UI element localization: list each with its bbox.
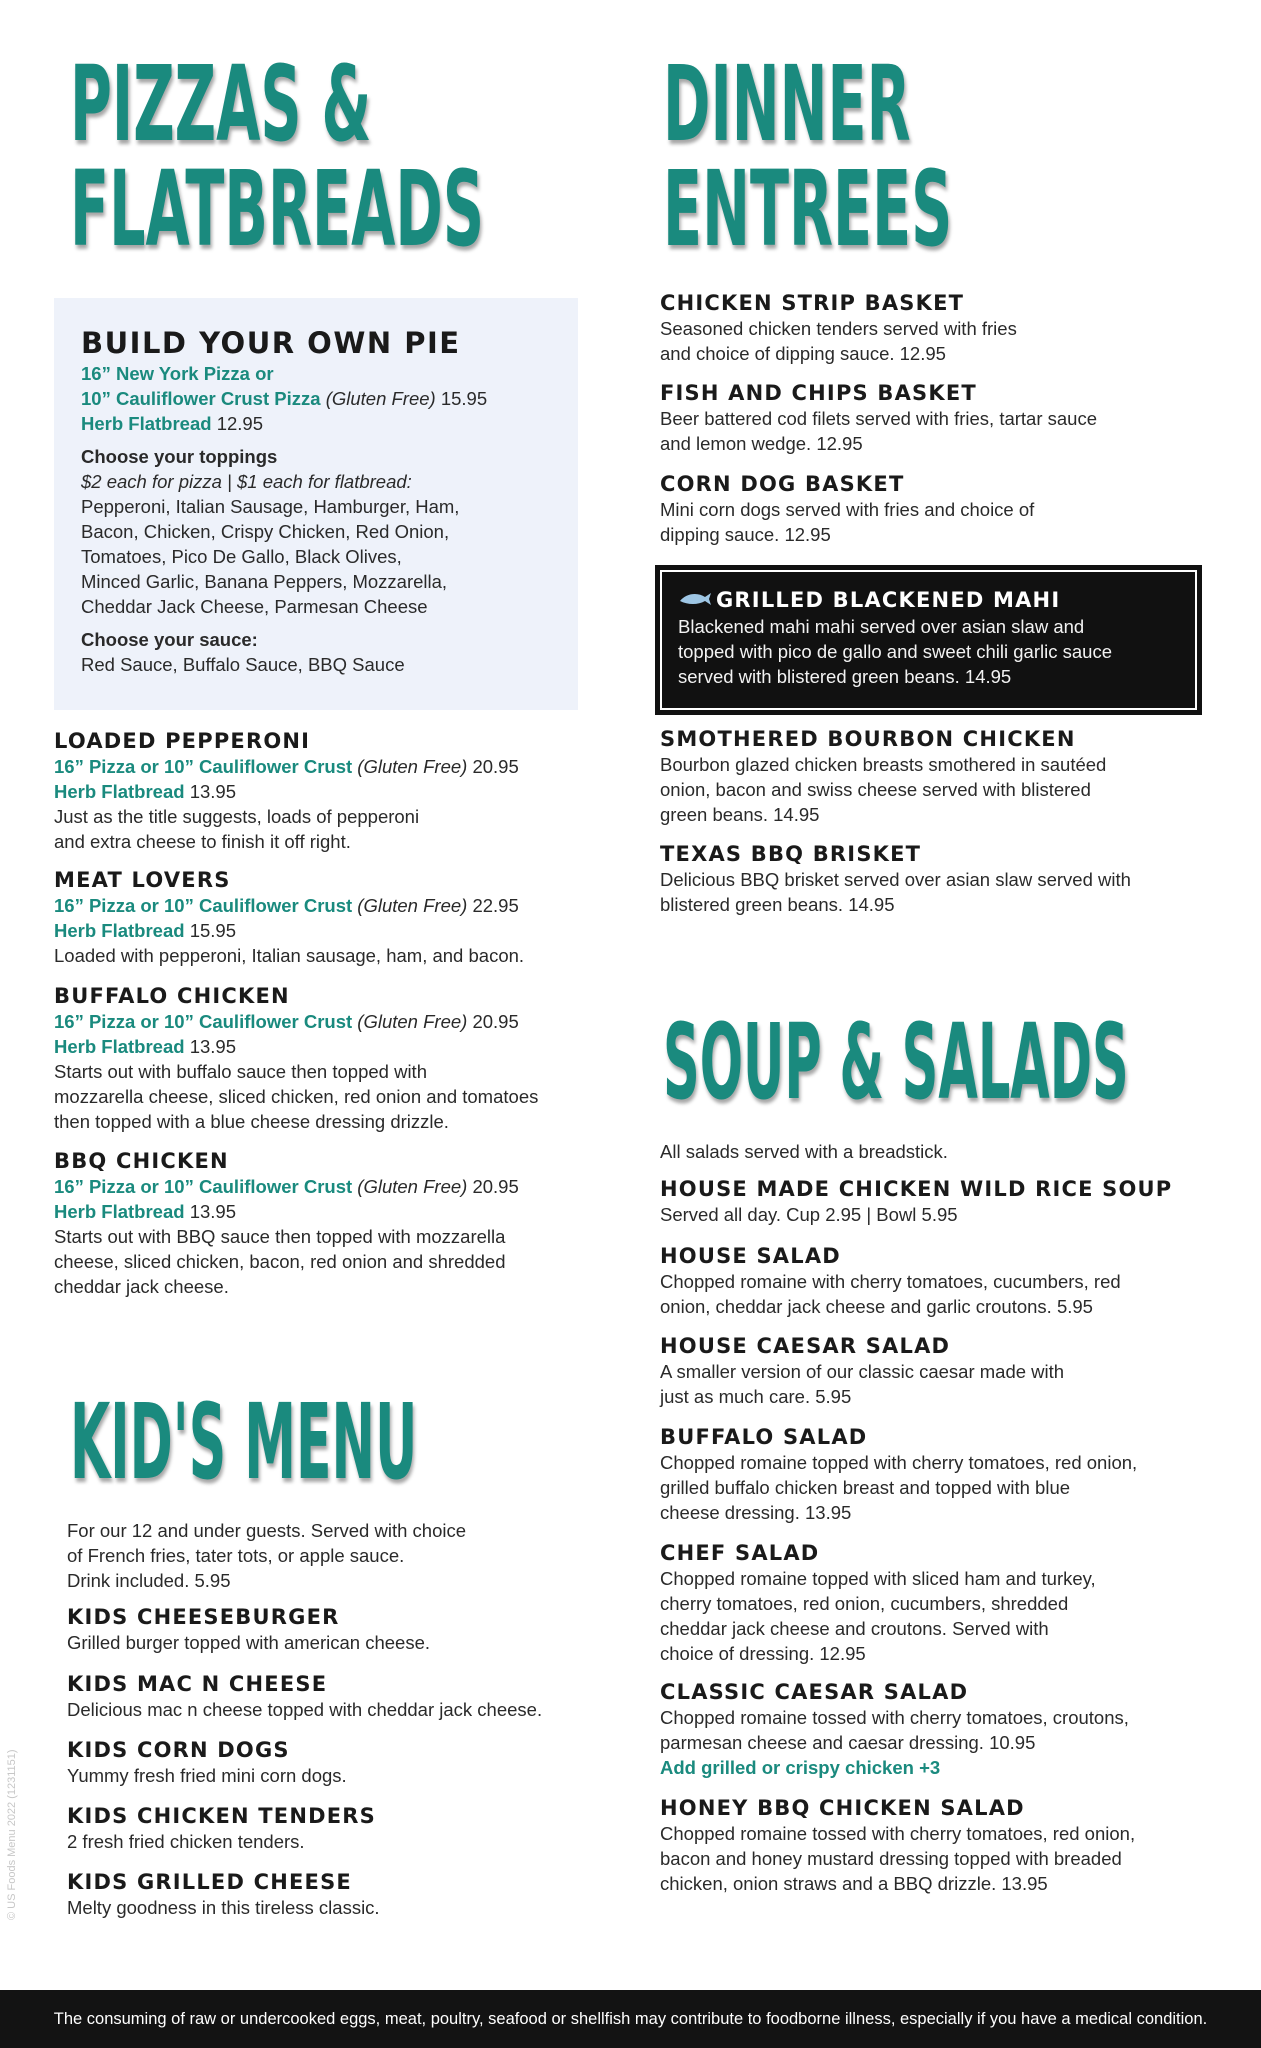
pizza-item	[54, 1149, 614, 1299]
pizza-description: mozzarella cheese, sliced chicken, red onion and tomatoes	[54, 1086, 539, 1107]
pizza-description: cheddar jack cheese.	[54, 1276, 229, 1297]
byo-toppings-line: Minced Garlic, Banana Peppers, Mozzarella,	[81, 571, 448, 592]
byo-size-line2	[81, 386, 571, 411]
byo-toppings-line: Bacon, Chicken, Crispy Chicken, Red Onion,	[81, 521, 450, 542]
featured-entree-description: topped with pico de gallo and sweet chili garlic sauce	[678, 640, 1112, 662]
kids-intro: For our 12 and under guests. Served with choice	[67, 1520, 467, 1541]
build-your-own-section	[81, 325, 571, 677]
byo-flatbread-price: 12.95	[216, 413, 263, 434]
flatbread-price: 15.95	[189, 920, 236, 941]
byo-toppings-price: $2 each for pizza | $1 each for flatbread:	[81, 471, 412, 492]
kids-heading: KID'S MENU	[70, 1381, 418, 1503]
salad-description: Chopped romaine with cherry tomatoes, cucumbers, red	[660, 1271, 1121, 1292]
featured-entree-box	[655, 565, 1202, 715]
byo-sauce-list: Red Sauce, Buffalo Sauce, BBQ Sauce	[81, 654, 405, 675]
kids-item-name: KIDS CHICKEN TENDERS	[67, 1804, 376, 1828]
kids-item-name: KIDS GRILLED CHEESE	[67, 1870, 352, 1894]
kids-item-description: Melty goodness in this tireless classic.	[67, 1897, 380, 1918]
entree-description: and lemon wedge. 12.95	[660, 433, 863, 454]
salad-description: choice of dressing. 12.95	[660, 1643, 866, 1664]
salad-description: Chopped romaine tossed with cherry tomatoes, croutons,	[660, 1707, 1129, 1728]
salad-item	[660, 1425, 1220, 1525]
flatbread-price: 13.95	[189, 1036, 236, 1057]
salad-description: grilled buffalo chicken breast and topped with blue	[660, 1477, 1071, 1498]
salad-item	[660, 1680, 1220, 1780]
byo-size-line1: 16” New York Pizza or	[81, 363, 274, 384]
pizza-price: 22.95	[472, 895, 519, 916]
pizza-size-label: 16” Pizza or 10” Cauliflower Crust	[54, 895, 353, 916]
kids-item-description: Yummy fresh fried mini corn dogs.	[67, 1765, 347, 1786]
salad-description: cheddar jack cheese and croutons. Served with	[660, 1618, 1049, 1639]
kids-item-name: KIDS CORN DOGS	[67, 1738, 290, 1762]
pizza-price: 20.95	[472, 1176, 519, 1197]
entree-item	[660, 842, 1220, 917]
entree-name: CHICKEN STRIP BASKET	[660, 291, 965, 315]
salad-addon: Add grilled or crispy chicken +3	[660, 1757, 941, 1778]
gluten-free-note: (Gluten Free)	[357, 1011, 468, 1032]
entree-item	[660, 727, 1220, 827]
pizza-price: 20.95	[472, 756, 519, 777]
pizza-item	[54, 984, 614, 1134]
entree-description: dipping sauce. 12.95	[660, 524, 831, 545]
pizza-item	[54, 729, 614, 854]
pizza-description: Starts out with BBQ sauce then topped with mozzarella	[54, 1226, 506, 1247]
kids-item-description: Grilled burger topped with american cheese.	[67, 1632, 430, 1653]
entree-name: CORN DOG BASKET	[660, 472, 905, 496]
pizza-name: BBQ CHICKEN	[54, 1149, 229, 1173]
byo-toppings-line: Tomatoes, Pico De Gallo, Black Olives,	[81, 546, 402, 567]
kids-item-name: KIDS MAC N CHEESE	[67, 1672, 328, 1696]
flatbread-label: Herb Flatbread	[54, 1201, 185, 1222]
pizza-name: BUFFALO CHICKEN	[54, 984, 290, 1008]
entree-item	[660, 472, 1220, 547]
featured-entree-name	[678, 588, 1188, 614]
salad-description: parmesan cheese and caesar dressing. 10.95	[660, 1732, 1036, 1753]
pizza-description: then topped with a blue cheese dressing drizzle.	[54, 1111, 449, 1132]
featured-entree-description: served with blistered green beans. 14.95	[678, 665, 1012, 687]
pizza-description: Just as the title suggests, loads of pepperoni	[54, 806, 420, 827]
fish-icon	[678, 589, 712, 614]
entree-description: blistered green beans. 14.95	[660, 894, 895, 915]
salad-name: HOUSE MADE CHICKEN WILD RICE SOUP	[660, 1177, 1173, 1201]
kids-item	[67, 1605, 627, 1655]
food-safety-footer	[0, 1990, 1261, 2048]
pizza-size-label: 16” Pizza or 10” Cauliflower Crust	[54, 756, 353, 777]
byo-cauliflower-label: 10” Cauliflower Crust Pizza	[81, 388, 321, 409]
flatbread-price: 13.95	[189, 1201, 236, 1222]
entree-description: green beans. 14.95	[660, 804, 820, 825]
byo-toppings-line: Cheddar Jack Cheese, Parmesan Cheese	[81, 596, 428, 617]
entree-description: Beer battered cod filets served with fries, tartar sauce	[660, 408, 1098, 429]
salad-description: just as much care. 5.95	[660, 1386, 852, 1407]
salad-description: Chopped romaine tossed with cherry tomatoes, red onion,	[660, 1823, 1136, 1844]
entree-name: SMOTHERED BOURBON CHICKEN	[660, 727, 1076, 751]
salad-item	[660, 1177, 1220, 1227]
salad-description: Chopped romaine topped with cherry tomatoes, red onion,	[660, 1452, 1138, 1473]
gluten-free-note: (Gluten Free)	[357, 1176, 468, 1197]
entree-name: TEXAS BBQ BRISKET	[660, 842, 922, 866]
entree-description: onion, bacon and swiss cheese served with blistered	[660, 779, 1091, 800]
kids-item	[67, 1738, 627, 1788]
salad-description: onion, cheddar jack cheese and garlic croutons. 5.95	[660, 1296, 1093, 1317]
pizzas-heading-line2: FLATBREADS	[70, 148, 485, 270]
dinner-heading-line2: ENTREES	[663, 148, 953, 270]
pizza-price: 20.95	[472, 1011, 519, 1032]
kids-item-description: Delicious mac n cheese topped with cheddar jack cheese.	[67, 1699, 543, 1720]
salad-description: cherry tomatoes, red onion, cucumbers, shredded	[660, 1593, 1069, 1614]
build-your-own-title: BUILD YOUR OWN PIE	[81, 326, 461, 360]
kids-item-name: KIDS CHEESEBURGER	[67, 1605, 340, 1629]
pizza-size-label: 16” Pizza or 10” Cauliflower Crust	[54, 1011, 353, 1032]
pizza-size-label: 16” Pizza or 10” Cauliflower Crust	[54, 1176, 353, 1197]
byo-toppings-label: Choose your toppings	[81, 446, 278, 467]
footer-text: The consuming of raw or undercooked eggs, meat, poultry, seafood or shellfish may contribute to foodborne illness, especially if you have a medical condition.	[53, 2009, 1208, 2028]
entree-description: Mini corn dogs served with fries and choice of	[660, 499, 1035, 520]
salad-name: HOUSE SALAD	[660, 1244, 841, 1268]
copyright-note: © US Foods Menu 2022 (1231151)	[6, 1749, 18, 1920]
kids-item	[67, 1870, 627, 1920]
entree-description: Seasoned chicken tenders served with fries	[660, 318, 1017, 339]
pizza-description: cheese, sliced chicken, bacon, red onion and shredded	[54, 1251, 506, 1272]
salad-description: bacon and honey mustard dressing topped with breaded	[660, 1848, 1122, 1869]
featured-entree-title: GRILLED BLACKENED MAHI	[716, 588, 1061, 612]
dinner-heading-line1: DINNER	[663, 43, 911, 165]
pizza-item	[54, 868, 614, 968]
featured-entree-description: Blackened mahi mahi served over asian slaw and	[678, 615, 1085, 637]
flatbread-label: Herb Flatbread	[54, 781, 185, 802]
salad-name: CHEF SALAD	[660, 1541, 820, 1565]
salad-name: BUFFALO SALAD	[660, 1425, 868, 1449]
pizzas-heading-line1: PIZZAS &	[70, 43, 372, 165]
salad-description: Chopped romaine topped with sliced ham and turkey,	[660, 1568, 1096, 1589]
salad-item	[660, 1541, 1220, 1666]
gluten-free-note: (Gluten Free)	[357, 756, 468, 777]
entree-item	[660, 291, 1220, 366]
flatbread-label: Herb Flatbread	[54, 920, 185, 941]
kids-intro: of French fries, tater tots, or apple sauce.	[67, 1545, 405, 1566]
byo-flatbread-line	[81, 411, 571, 436]
pizza-name: LOADED PEPPERONI	[54, 729, 311, 753]
kids-item-description: 2 fresh fried chicken tenders.	[67, 1831, 305, 1852]
flatbread-price: 13.95	[189, 781, 236, 802]
pizza-description: Loaded with pepperoni, Italian sausage, ham, and bacon.	[54, 945, 525, 966]
pizza-name: MEAT LOVERS	[54, 868, 231, 892]
salad-description: cheese dressing. 13.95	[660, 1502, 852, 1523]
entree-description: Bourbon glazed chicken breasts smothered in sautéed	[660, 754, 1107, 775]
salads-section	[660, 1139, 1220, 1894]
entree-description: and choice of dipping sauce. 12.95	[660, 343, 946, 364]
flatbread-label: Herb Flatbread	[54, 1036, 185, 1057]
kids-item	[67, 1804, 627, 1854]
byo-gluten-free-note: (Gluten Free)	[325, 388, 436, 409]
salad-item	[660, 1334, 1220, 1409]
salads-intro: All salads served with a breadstick.	[660, 1141, 948, 1162]
kids-item	[67, 1672, 627, 1722]
byo-flatbread-label: Herb Flatbread	[81, 413, 212, 434]
entree-description: Delicious BBQ brisket served over asian slaw served with	[660, 869, 1131, 890]
salad-description: A smaller version of our classic caesar made with	[660, 1361, 1065, 1382]
gluten-free-note: (Gluten Free)	[357, 895, 468, 916]
byo-pizza-price: 15.95	[440, 388, 488, 409]
salad-name: CLASSIC CAESAR SALAD	[660, 1680, 969, 1704]
salad-item	[660, 1244, 1220, 1319]
salad-description: chicken, onion straws and a BBQ drizzle. 13.95	[660, 1873, 1048, 1894]
salad-description: Served all day. Cup 2.95 | Bowl 5.95	[660, 1204, 958, 1225]
pizza-description: and extra cheese to finish it off right.	[54, 831, 351, 852]
pizza-description: Starts out with buffalo sauce then topped with	[54, 1061, 427, 1082]
kids-intro: Drink included. 5.95	[67, 1570, 231, 1591]
soup-heading: SOUP & SALADS	[663, 1001, 1129, 1123]
salad-name: HONEY BBQ CHICKEN SALAD	[660, 1796, 1025, 1820]
byo-sauce-label: Choose your sauce:	[81, 629, 258, 650]
kids-section	[67, 1518, 627, 1918]
byo-toppings-line: Pepperoni, Italian Sausage, Hamburger, Ham,	[81, 496, 460, 517]
salad-item	[660, 1796, 1220, 1896]
salad-name: HOUSE CAESAR SALAD	[660, 1334, 951, 1358]
entree-name: FISH AND CHIPS BASKET	[660, 381, 977, 405]
entree-item	[660, 381, 1220, 456]
